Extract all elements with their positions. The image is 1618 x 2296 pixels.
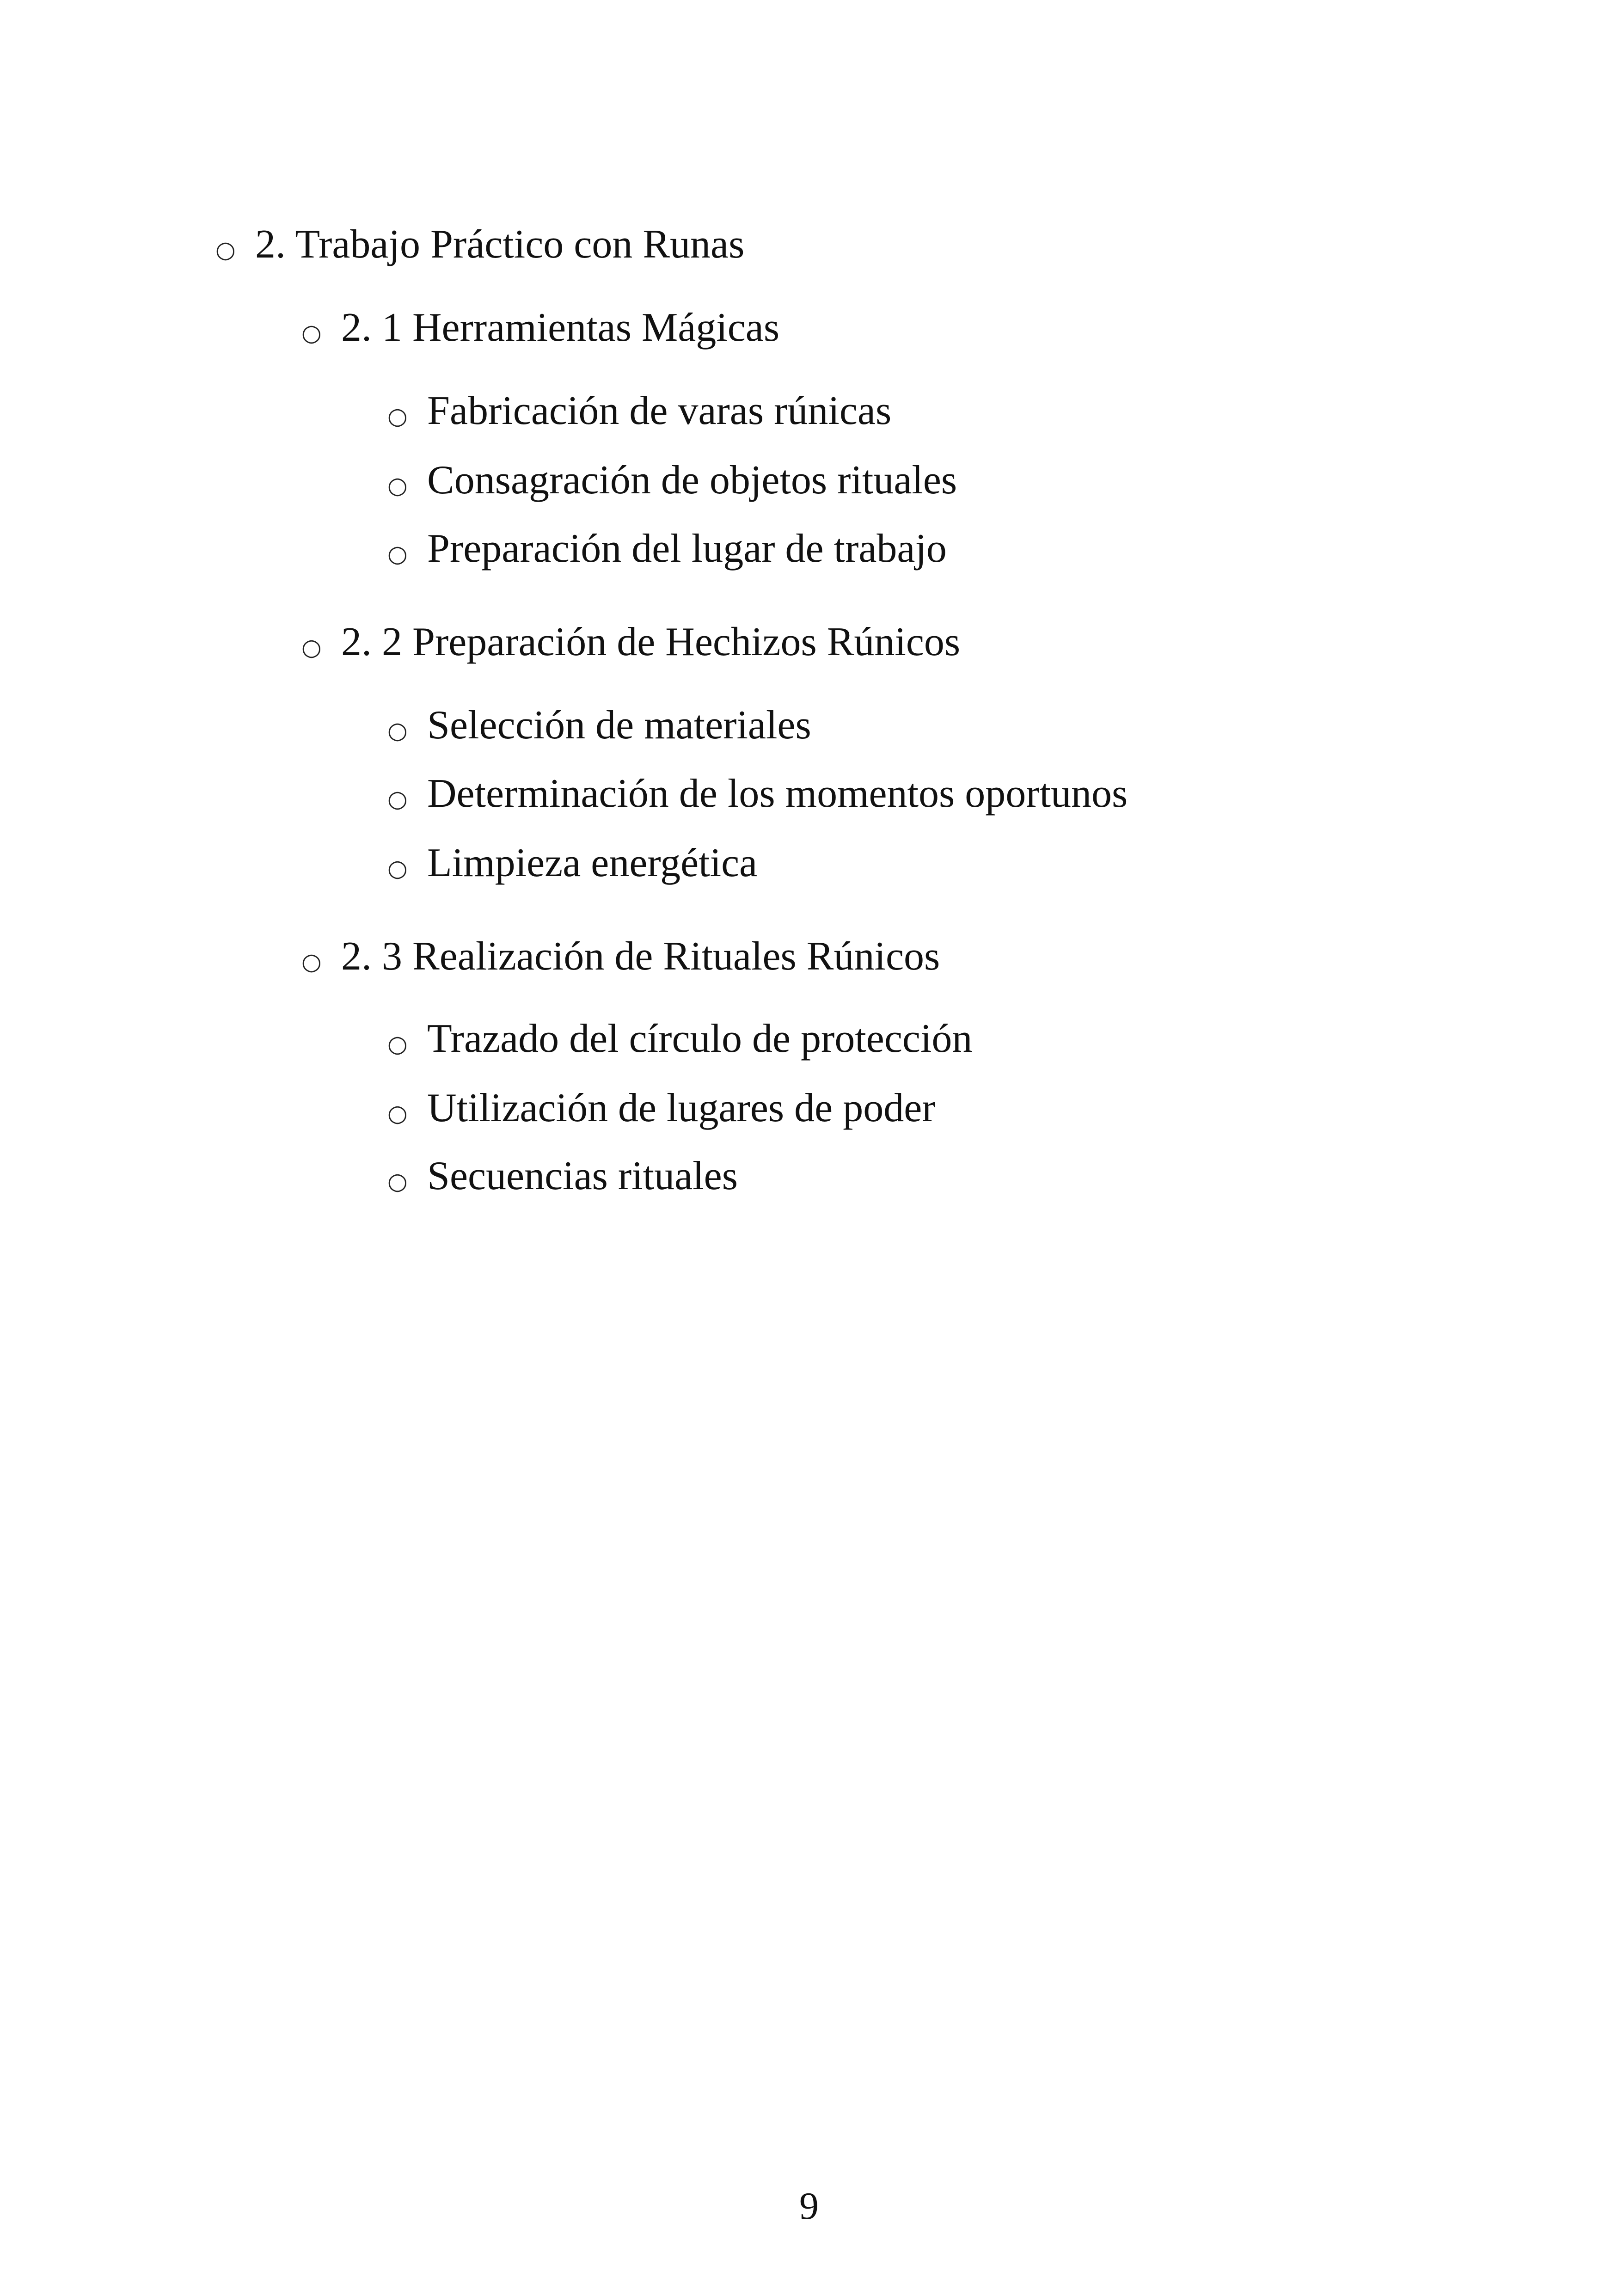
subsection-title: 2. 2 Preparación de Hechizos Rúnicos — [341, 620, 961, 664]
list-item — [387, 460, 957, 501]
list-item-text: Determinación de los momentos oportunos — [427, 771, 1128, 816]
subsection-heading — [301, 936, 940, 977]
subsection-title: 2. 1 Herramientas Mágicas — [341, 305, 780, 350]
hollow-circle-bullet-icon: ○ — [301, 634, 322, 661]
hollow-circle-bullet-icon: ○ — [301, 319, 322, 346]
section-heading — [215, 224, 744, 265]
list-item-text: Selección de materiales — [427, 703, 811, 748]
subsection-heading — [301, 307, 779, 348]
hollow-circle-bullet-icon: ○ — [387, 717, 408, 744]
list-item — [387, 528, 947, 569]
page-number: 9 — [799, 2185, 819, 2228]
section-title: 2. Trabajo Práctico con Runas — [255, 222, 745, 267]
list-item-text: Trazado del círculo de protección — [427, 1016, 973, 1061]
subsection-heading — [301, 622, 960, 663]
list-item — [387, 705, 811, 746]
list-item-text: Limpieza energética — [427, 841, 758, 885]
hollow-circle-bullet-icon: ○ — [387, 403, 408, 430]
list-item — [387, 771, 1128, 816]
hollow-circle-bullet-icon: ○ — [387, 472, 408, 499]
hollow-circle-bullet-icon: ○ — [387, 540, 408, 567]
hollow-circle-bullet-icon: ○ — [387, 855, 408, 882]
hollow-circle-bullet-icon: ○ — [387, 1031, 408, 1057]
list-item-text: Consagración de objetos rituales — [427, 458, 957, 503]
list-item — [387, 388, 892, 433]
list-item-text: Utilización de lugares de poder — [427, 1086, 936, 1130]
list-item — [387, 1016, 973, 1061]
hollow-circle-bullet-icon: ○ — [387, 1168, 408, 1195]
hollow-circle-bullet-icon: ○ — [387, 1100, 408, 1127]
hollow-circle-bullet-icon: ○ — [215, 236, 236, 263]
subsection-title: 2. 3 Realización de Rituales Rúnicos — [341, 934, 940, 979]
list-item — [387, 1088, 936, 1129]
list-item — [387, 843, 757, 884]
hollow-circle-bullet-icon: ○ — [301, 948, 322, 975]
list-item-text: Fabricación de varas rúnicas — [427, 388, 892, 433]
list-item — [387, 1156, 738, 1197]
hollow-circle-bullet-icon: ○ — [387, 786, 408, 812]
list-item-text: Preparación del lugar de trabajo — [427, 526, 947, 571]
list-item-text: Secuencias rituales — [427, 1154, 738, 1198]
